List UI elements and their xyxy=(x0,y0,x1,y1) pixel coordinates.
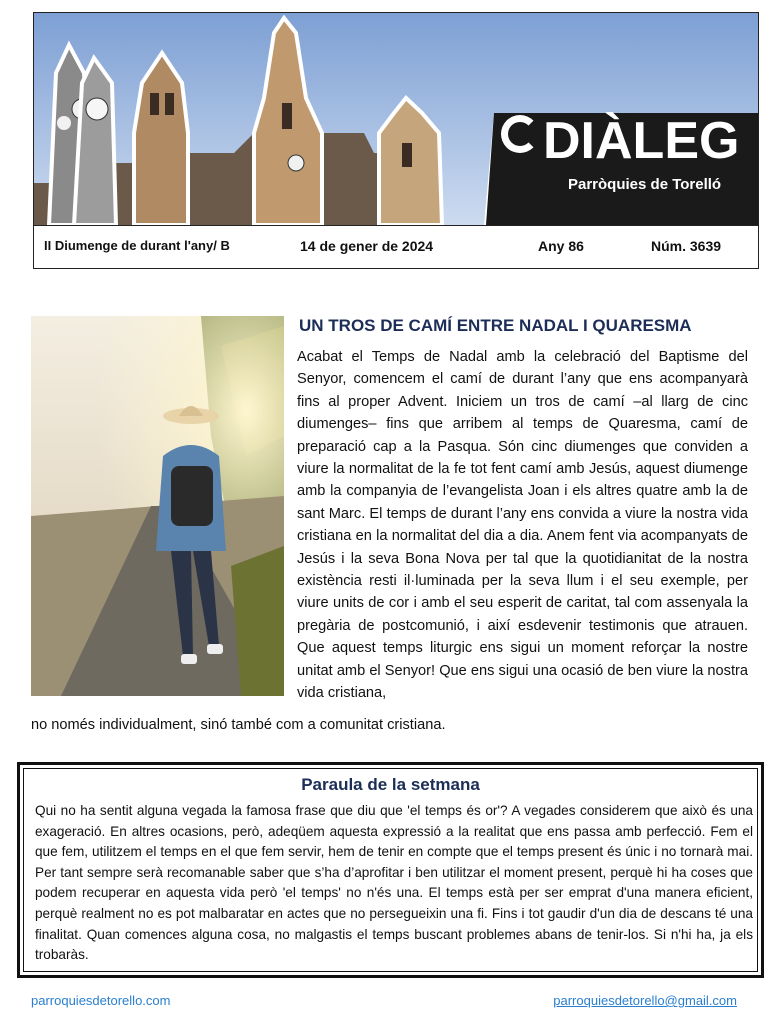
article-body: Acabat el Temps de Nadal amb la celebració del Baptisme del Senyor, comencem el camí de durant l’any que ens acompanyarà fins al proper Advent. Iniciem un tros de camí –al llarg de cinc diumenges– fins que arribem al temps de Quaresma, camí de preparació cap a la Pasqua. Són cinc diumenges que conviden a viure la normalitat de la fe tot fent camí amb Jesús, aquest diumenge amb la companyia de l’evangelista Joan i els altres quatre amb la de sant Marc. El temps de durant l’any ens convida a viure la nostra vida cristiana en la normalitat del dia a dia. Anem fent via acompanyats de Jesús i la seva Bona Nova per tal que la quotidianitat de la nostra existència resti il·luminada per la seva llum i el seu exemple, per viure units de cor i amb el seu esperit de caritat, tal com assenyala la pregària de postcomunió, i així esdevenir testimonis que atrauen. Que aquest temps liturgic ens sigui un moment reforçar la nostre unitat amb el Senyor! Que ens sigui una ocasió de ben viure la nostra vida cristiana, xyxy=(297,349,748,702)
dialeg-logo xyxy=(493,101,758,223)
logo-subtitle: Parròquies de Torelló xyxy=(568,176,722,193)
issue-number: Núm. 3639 xyxy=(651,238,722,254)
logo-title: DIÀLEG xyxy=(543,112,740,170)
email-link[interactable]: parroquiesdetorello@gmail.com xyxy=(553,993,737,1008)
website-link[interactable]: parroquiesdetorello.com xyxy=(31,993,171,1008)
person-walking-road-image xyxy=(31,316,284,696)
word-of-the-week-inner-frame xyxy=(23,768,758,972)
word-of-the-week-title: Paraula de la setmana xyxy=(301,775,480,794)
article-body-continuation: no només individualment, sinó també com a comunitat cristiana. xyxy=(31,717,446,733)
word-of-the-week-body: Qui no ha sentit alguna vegada la famosa frase que diu que 'el temps és or'? A vegades considerem que això és una exageració. En altres ocasions, però, adeqüem aquesta expressió a la realitat que ens passa amb perfecció. Fem el que fem, utilitzem el temps en el que fem servir, hem de tenir en compte que el temps present és únic i no tornarà mai. Per tant sempre serà recomanable saber que s’ha d’aprofitar i ben utilitzar el moment present, perquè hi ha coses que podem recuperar en aquesta vida però 'el temps' no n'és una. El temps està per ser emprat d'una manera eficient, perquè realment no es pot malbaratar en actes que no persegueixin una fi. Fins i tot gaudir d'un dia de descans té una finalitat. Quan comences alguna cosa, no malgastis el temps buscant problemes abans de tenir-los. Si n'hi ha, ja els trobaràs. xyxy=(35,803,753,963)
issue-date: 14 de gener de 2024 xyxy=(300,238,434,254)
masthead-banner xyxy=(34,13,758,225)
issue-info-bar xyxy=(34,225,758,269)
liturgical-sunday: II Diumenge de durant l'any/ B xyxy=(44,238,230,253)
clock-tower-left xyxy=(49,45,116,225)
word-of-the-week-box xyxy=(17,762,764,978)
issue-year: Any 86 xyxy=(538,238,584,254)
masthead xyxy=(33,12,759,269)
article-title: UN TROS DE CAMÍ ENTRE NADAL I QUARESMA xyxy=(299,316,692,335)
logo-ring-icon xyxy=(501,115,539,153)
walker-photo xyxy=(31,316,284,696)
